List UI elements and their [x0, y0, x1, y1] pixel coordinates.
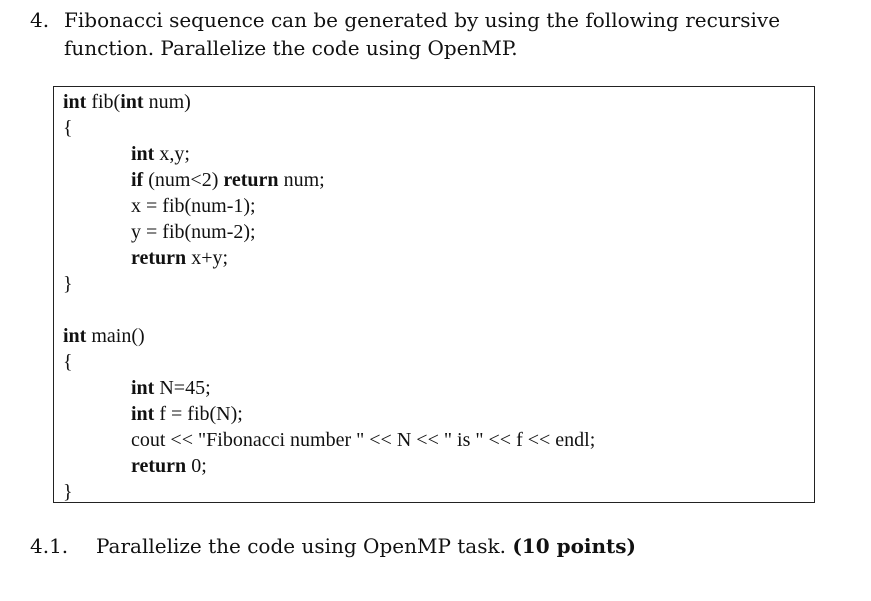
subquestion-points: (10 points)	[512, 534, 637, 558]
code-line-declare-f	[131, 401, 243, 427]
code-keyword: return	[131, 455, 187, 477]
code-line-x: x = fib(num-1);	[131, 195, 256, 217]
code-line-fib-signature	[63, 89, 191, 115]
question-text: Fibonacci sequence can be generated by using the following recursive function. Parallelize the code using OpenMP.	[64, 8, 781, 60]
code-line-main-signature	[63, 323, 145, 349]
code-keyword: int	[63, 91, 87, 113]
code-line-return-zero	[131, 453, 207, 479]
question-number: 4.	[30, 8, 50, 32]
code-keyword: return	[131, 247, 187, 269]
code-line-if	[131, 167, 325, 193]
code-text: 0;	[186, 455, 207, 477]
code-line-open-brace: {	[63, 117, 73, 139]
code-keyword: int	[131, 403, 155, 425]
subquestion-text	[96, 532, 636, 560]
code-line-declare-n	[131, 375, 211, 401]
code-keyword: if	[131, 169, 144, 191]
subquestion-prompt: Parallelize the code using OpenMP task.	[96, 534, 513, 558]
code-text: x,y;	[154, 143, 190, 165]
code-text: (num<2)	[143, 169, 224, 191]
code-line-return-sum	[131, 245, 228, 271]
code-text: N=45;	[154, 377, 211, 399]
code-box	[53, 86, 815, 503]
code-text: main()	[86, 325, 145, 347]
code-keyword: int	[131, 143, 155, 165]
code-text: f = fib(N);	[154, 403, 243, 425]
code-keyword: int	[131, 377, 155, 399]
code-text: fib(	[86, 91, 121, 113]
code-text: x+y;	[186, 247, 229, 269]
code-line-open-brace-main: {	[63, 351, 73, 373]
code-line-close-brace: }	[63, 273, 73, 295]
code-line-close-brace-main: }	[63, 481, 73, 503]
code-keyword: int	[63, 325, 87, 347]
code-text: num)	[143, 91, 191, 113]
code-line-cout: cout << "Fibonacci number " << N << " is " << f << endl;	[131, 429, 596, 451]
code-line-y: y = fib(num-2);	[131, 221, 256, 243]
subquestion-number: 4.1.	[30, 534, 69, 558]
code-text: num;	[278, 169, 325, 191]
code-keyword: int	[120, 91, 144, 113]
code-line-declare-xy	[131, 141, 190, 167]
code-keyword: return	[223, 169, 279, 191]
